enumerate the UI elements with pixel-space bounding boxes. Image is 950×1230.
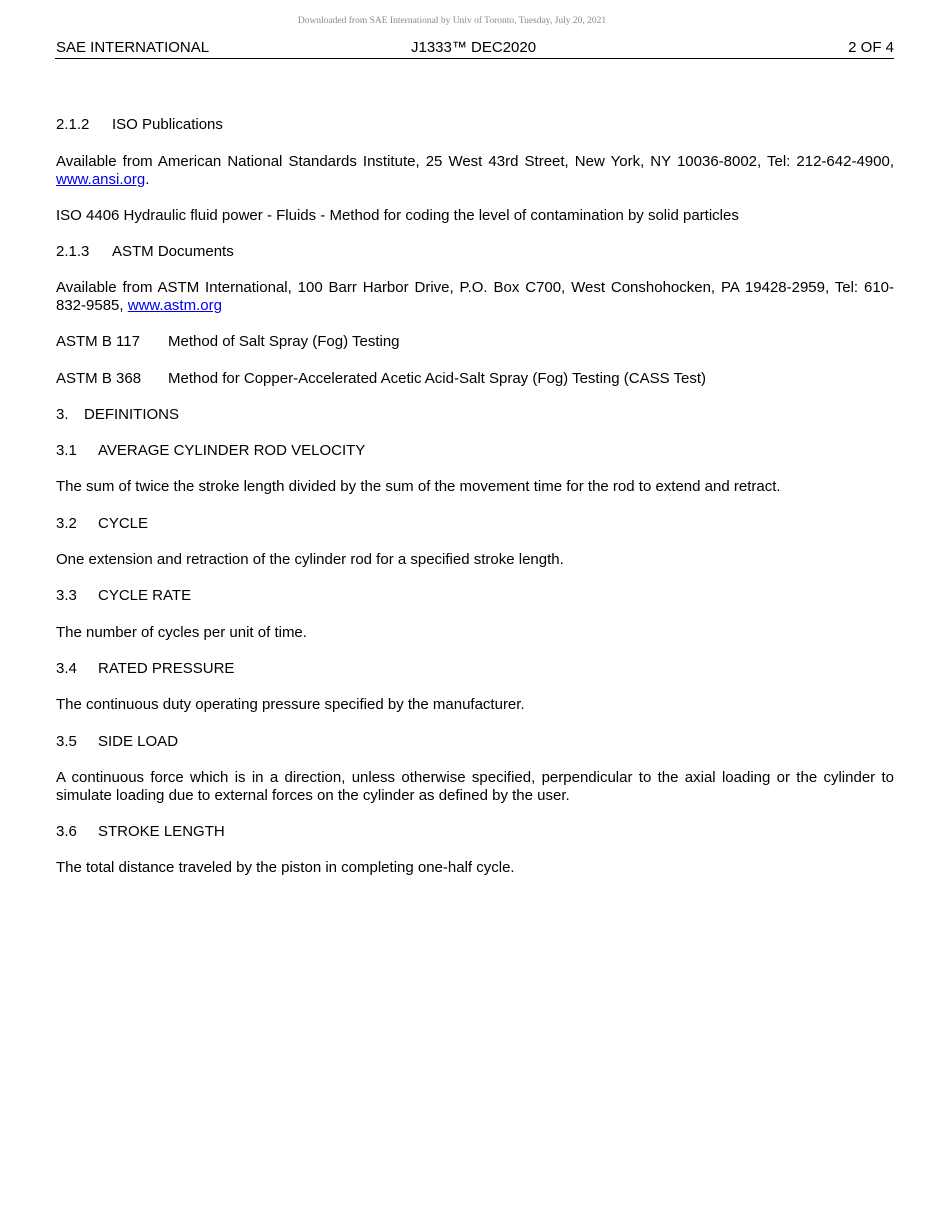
iso-availability-paragraph bbox=[56, 153, 894, 189]
definition-heading bbox=[56, 823, 894, 841]
definition-text: The sum of twice the stroke length divided by the sum of the movement time for the rod to extend and retract. bbox=[56, 478, 781, 495]
definition-number: 3.1 bbox=[56, 442, 77, 459]
section-title: DEFINITIONS bbox=[84, 406, 180, 423]
header-page-number: 2 OF 4 bbox=[848, 39, 894, 56]
astm-reference-code: ASTM B 117 bbox=[56, 333, 140, 350]
definition-term: CYCLE bbox=[98, 515, 149, 532]
astm-reference-row bbox=[56, 370, 894, 388]
definition-text: The total distance traveled by the piston in completing one-half cycle. bbox=[56, 859, 515, 876]
definition-heading bbox=[56, 587, 894, 605]
definition-number: 3.4 bbox=[56, 660, 77, 677]
definition-heading bbox=[56, 733, 894, 751]
definition-heading bbox=[56, 660, 894, 678]
definition-term: STROKE LENGTH bbox=[98, 823, 225, 840]
definition-term: SIDE LOAD bbox=[98, 733, 179, 750]
astm-availability-text: Available from ASTM International, 100 Barr Harbor Drive, P.O. Box C700, West Conshohocken, PA 19428-2959, Tel: 610-832-9585, bbox=[56, 279, 894, 314]
section-number: 3. bbox=[56, 406, 69, 423]
astm-reference-code: ASTM B 368 bbox=[56, 370, 142, 387]
definition-text: One extension and retraction of the cylinder rod for a specified stroke length. bbox=[56, 551, 564, 568]
section-heading-definitions bbox=[56, 406, 894, 424]
section-title: ISO Publications bbox=[112, 116, 223, 133]
section-number: 2.1.2 bbox=[56, 116, 90, 133]
definition-term: AVERAGE CYLINDER ROD VELOCITY bbox=[98, 442, 366, 459]
definition-term: RATED PRESSURE bbox=[98, 660, 235, 677]
definition-number: 3.6 bbox=[56, 823, 77, 840]
iso-reference: ISO 4406 Hydraulic fluid power - Fluids - Method for coding the level of contamination by solid particles bbox=[56, 207, 739, 224]
header-organization: SAE INTERNATIONAL bbox=[56, 39, 210, 56]
definition-number: 3.2 bbox=[56, 515, 77, 532]
iso-availability-suffix: . bbox=[145, 171, 150, 188]
ansi-link[interactable]: www.ansi.org bbox=[56, 171, 146, 188]
astm-link[interactable]: www.astm.org bbox=[127, 297, 222, 314]
astm-reference-title: Method of Salt Spray (Fog) Testing bbox=[168, 333, 400, 350]
astm-reference-title: Method for Copper-Accelerated Acetic Acid-Salt Spray (Fog) Testing (CASS Test) bbox=[168, 370, 707, 387]
header-document-id: J1333™ DEC2020 bbox=[411, 39, 537, 56]
download-watermark: Downloaded from SAE International by Univ of Toronto, Tuesday, July 20, 2021 bbox=[297, 16, 607, 26]
definition-text: The number of cycles per unit of time. bbox=[56, 624, 307, 641]
definition-text: A continuous force which is in a direction, unless otherwise specified, perpendicular to the axial loading or the cylinder to simulate loading due to external forces on the cylinder as defined by the user. bbox=[56, 769, 894, 804]
section-number: 2.1.3 bbox=[56, 243, 90, 260]
astm-availability-paragraph bbox=[56, 279, 894, 315]
page-header bbox=[55, 38, 894, 59]
section-title: ASTM Documents bbox=[112, 243, 234, 260]
section-heading-astm bbox=[56, 243, 894, 261]
definition-text: The continuous duty operating pressure specified by the manufacturer. bbox=[56, 696, 525, 713]
definition-number: 3.3 bbox=[56, 587, 77, 604]
iso-availability-text: Available from American National Standards Institute, 25 West 43rd Street, New York, NY 10036-8002, Tel: 212-642-4900, bbox=[56, 153, 894, 170]
definition-heading bbox=[56, 442, 894, 460]
definition-number: 3.5 bbox=[56, 733, 77, 750]
section-heading-iso bbox=[56, 116, 894, 134]
astm-reference-row bbox=[56, 333, 894, 351]
definition-heading bbox=[56, 515, 894, 533]
definition-term: CYCLE RATE bbox=[98, 587, 192, 604]
